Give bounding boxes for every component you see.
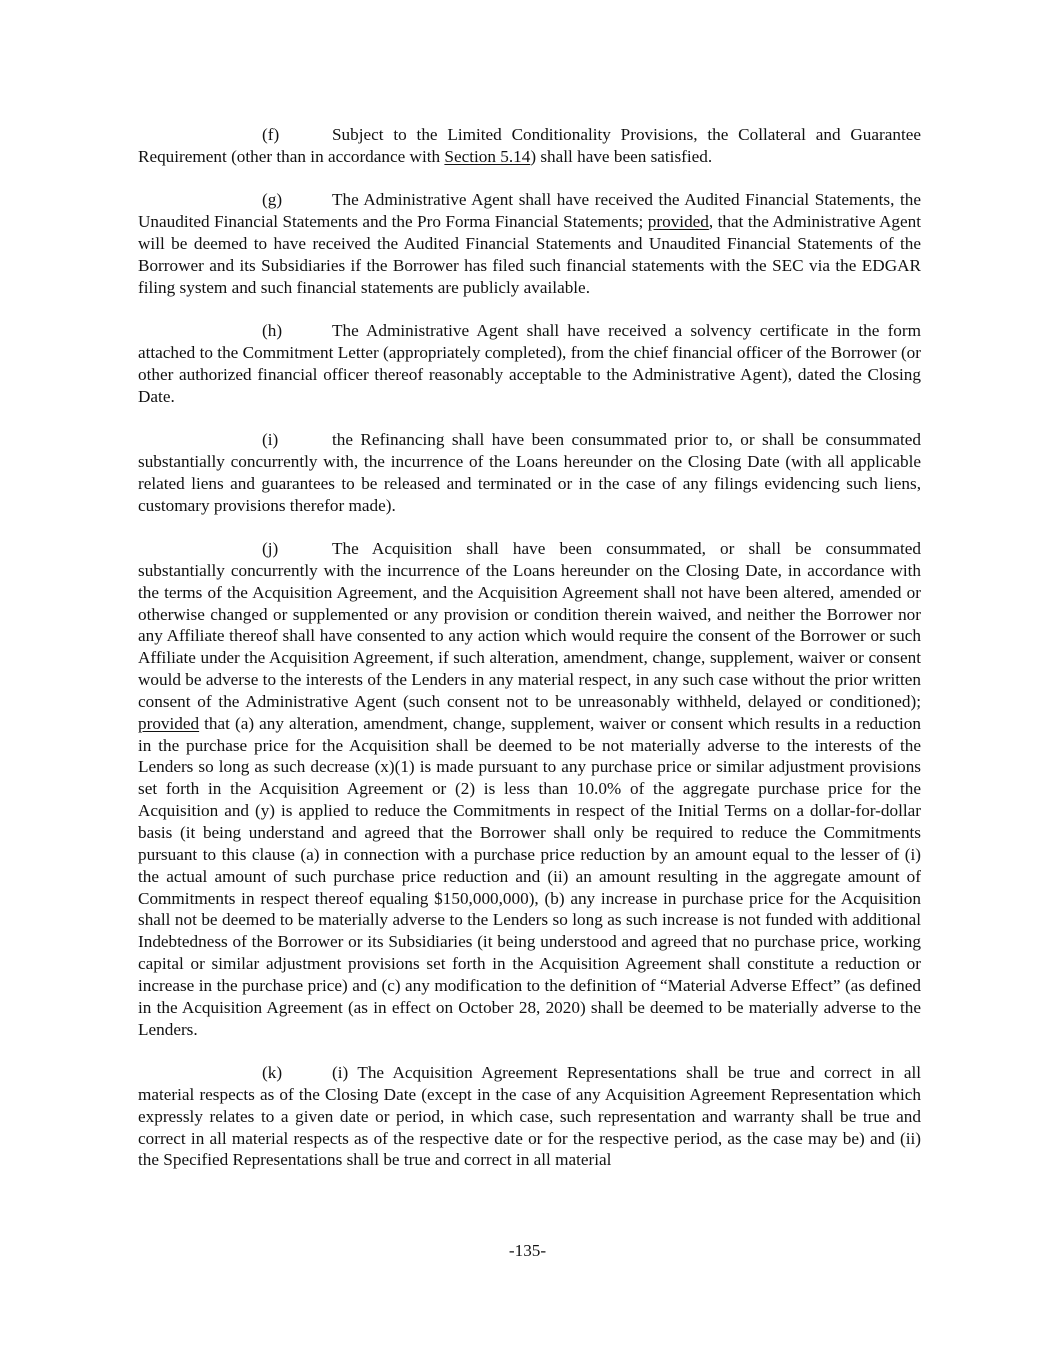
clause-text: the Refinancing shall have been consummated prior to, or shall be consummated substantially concurrently with, the incurrence of the Loans hereunder on the Closing Date (with all applicable related liens and guarantees to be released and terminated or in the case of any filings evidencing such liens, customary provisions therefor made). xyxy=(138,430,921,515)
paragraph-f xyxy=(138,124,921,168)
clause-text: (i) The Acquisition Agreement Representations shall be true and correct in all material respects as of the Closing Date (except in the case of any Acquisition Agreement Representation which expressly relates to a given date or period, in which case, such representation and warranty shall be true and correct in all material respects as of the respective date or for the respective period, as the case may be) and (ii) the Specified Representations shall be true and correct in all material xyxy=(138,1063,921,1170)
page-number: -135- xyxy=(508,1241,547,1260)
clause-text-end: ) shall have been satisfied. xyxy=(530,146,713,166)
clause-text-end: that (a) any alteration, amendment, change, supplement, waiver or consent which results in a reduction in the purchase price for the Acquisition shall be deemed to be not materially adverse to the interests of the Lenders so long as such decrease (x)(1) is made pursuant to any purchase price or similar adjustment provisions set forth in the Acquisition Agreement or (2) is less than 10.0% of the aggregate purchase price for the Acquisition and (y) is applied to reduce the Commitments in respect of the Initial Terms on a dollar-for-dollar basis (it being understand and agreed that the Borrower shall only be required to reduce the Commitments pursuant to this clause (a) in connection with a purchase price reduction by an amount equal to the lesser of (i) the actual amount of such purchase price reduction and (ii) an amount resulting in the aggregate amount of Commitments in respect thereof equaling $150,000,000), (b) any increase in purchase price for the Acquisition shall not be deemed to be materially adverse to the Lenders so long as such increase is not funded with additional Indebtedness of the Borrower or its Subsidiaries (it being understood and agreed that no purchase price, working capital or similar adjustment provisions set forth in the Acquisition Agreement shall constitute a reduction or increase in the purchase price) and (c) any modification to the definition of “Material Adverse Effect” (as defined in the Acquisition Agreement (as in effect on October 28, 2020) shall be deemed to be materially adverse to the Lenders. xyxy=(138,713,921,1039)
clause-text: The Administrative Agent shall have received the Audited Financial Statements, the Unaudited Financial Statements and the Pro Forma Financial Statements; xyxy=(138,190,921,232)
clause-text: The Administrative Agent shall have received a solvency certificate in the form attached to the Commitment Letter (appropriately completed), from the chief financial officer of the Borrower (or other authorized financial officer thereof reasonably acceptable to the Administrative Agent), dated the Closing Date. xyxy=(138,321,921,406)
clause-text: The Acquisition shall have been consummated, or shall be consummated substantially concurrently with the incurrence of the Loans hereunder on the Closing Date, in accordance with the terms of the Acquisition Agreement, and the Acquisition Agreement shall not have been altered, amended or otherwise changed or supplemented or any provision or condition therein waived, and neither the Borrower nor any Affiliate thereof shall have consented to any action which would require the consent of the Borrower or such Affiliate under the Acquisition Agreement, if such alteration, amendment, change, supplement, waiver or consent would be adverse to the interests of the Lenders in any material respect, in any such case without the prior written consent of the Administrative Agent (such consent not to be unreasonably withheld, delayed or conditioned); xyxy=(138,539,921,711)
clause-label: (h) xyxy=(262,321,283,341)
clause-text: Subject to the Limited Conditionality Provisions, the Collateral and Guarantee Requirement (other than in accordance with xyxy=(138,125,921,166)
provided-term: provided xyxy=(138,713,200,733)
paragraph-h xyxy=(138,320,921,407)
paragraph-g xyxy=(138,189,921,298)
paragraph-j xyxy=(138,538,921,1040)
clause-label: (f) xyxy=(262,125,280,144)
provided-term: provided xyxy=(647,212,709,232)
document-page xyxy=(138,124,921,1193)
clause-label: (i) xyxy=(262,430,279,450)
paragraph-k xyxy=(138,1062,921,1171)
section-reference-link[interactable]: Section 5.14 xyxy=(444,146,531,166)
clause-label: (j) xyxy=(262,539,279,559)
clause-label: (k) xyxy=(262,1063,283,1083)
paragraph-i xyxy=(138,429,921,516)
clause-text-end: , that the Administrative Agent will be deemed to have received the Audited Financial Statements and Unaudited Financial Statements of the Borrower and its Subsidiaries if the Borrower has filed such financial statements with the SEC via the EDGAR filing system and such financial statements are publicly available. xyxy=(138,212,922,297)
clause-label: (g) xyxy=(262,190,283,210)
